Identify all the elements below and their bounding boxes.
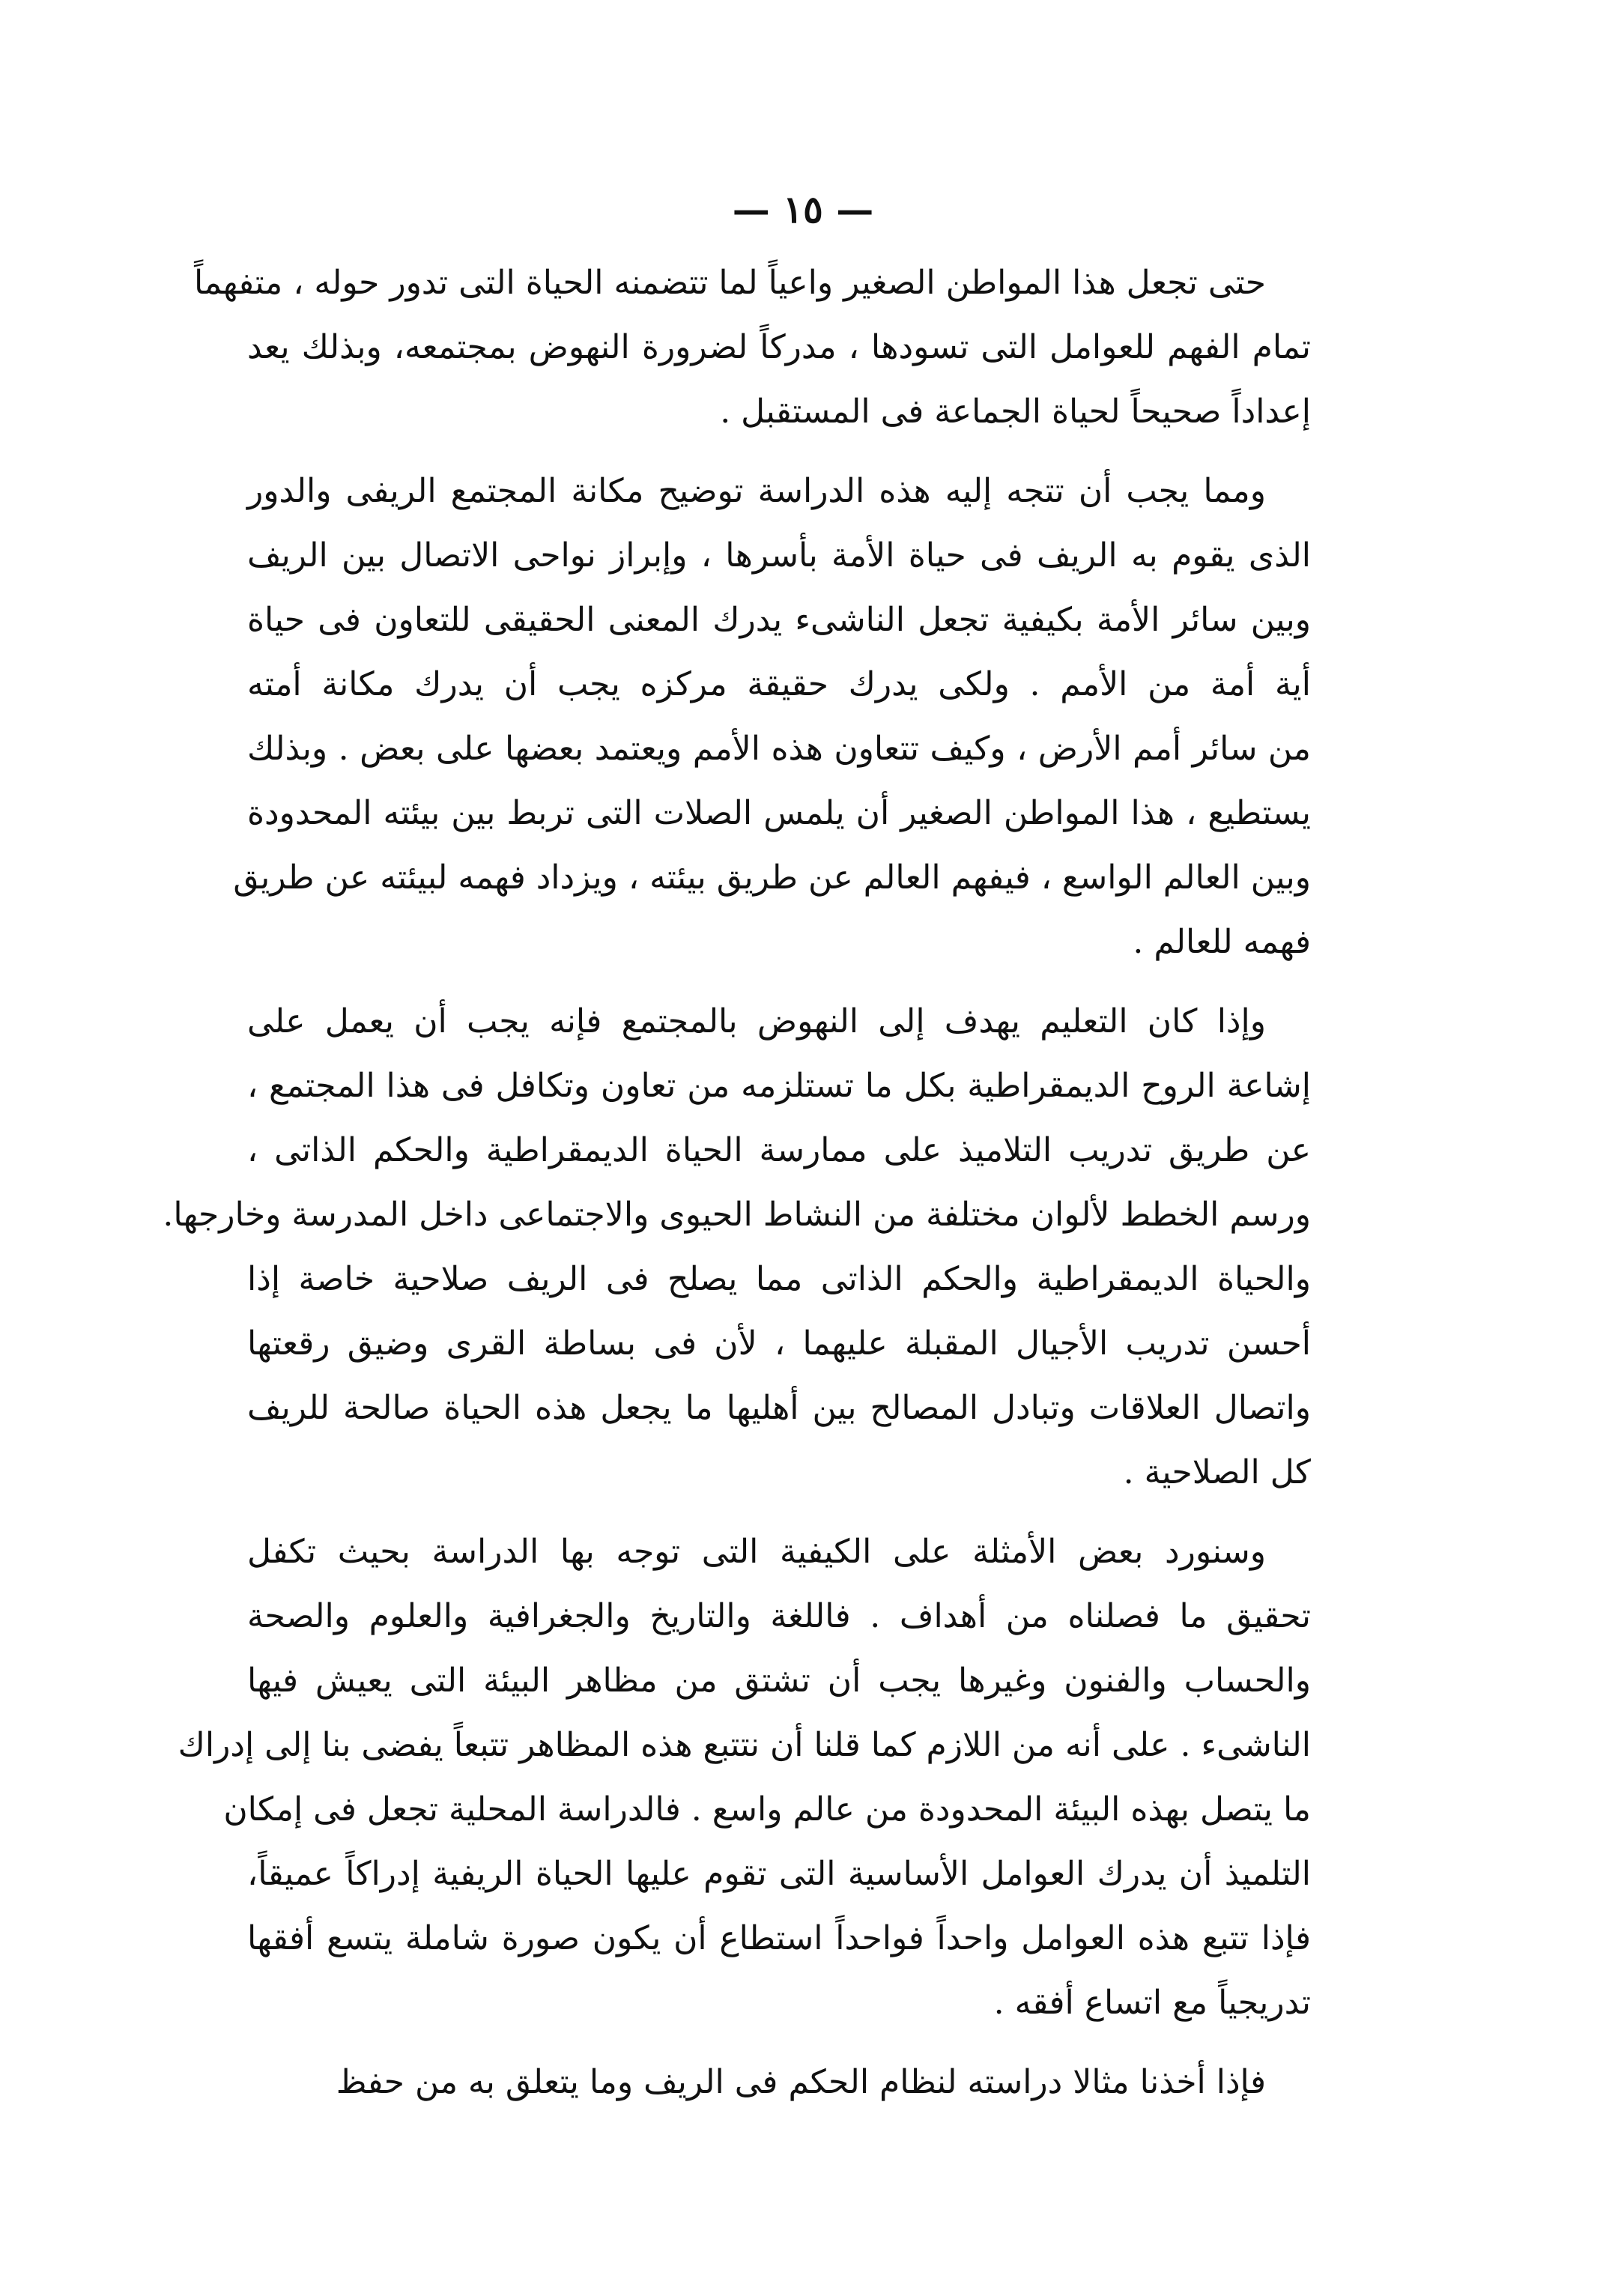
paragraph xyxy=(194,251,1311,444)
text-line: عن طريق تدريب التلاميذ على ممارسة الحياة الديمقراطية والحكم الذاتى ، xyxy=(247,1131,1311,1169)
text-line: تدريجياً مع اتساع أفقه . xyxy=(993,1984,1311,2022)
body-text xyxy=(163,251,1311,2130)
text-line: حتى تجعل هذا المواطن الصغير واعياً لما تتضمنه الحياة التى تدور حوله ، متفهماً xyxy=(194,264,1266,302)
text-line: تحقيق ما فصلناه من أهداف . فاللغة والتاريخ والجغرافية والعلوم والصحة xyxy=(247,1597,1311,1635)
text-line: ورسم الخطط لألوان مختلفة من النشاط الحيوى والاجتماعى داخل المدرسة وخارجها. xyxy=(163,1196,1311,1234)
text-line: فإذا أخذنا مثالا دراسته لنظام الحكم فى الريف وما يتعلق به من حفظ xyxy=(336,2063,1266,2101)
page-number: — ١٥ — xyxy=(732,187,874,231)
text-line: يستطيع ، هذا المواطن الصغير أن يلمس الصلات التى تربط بين بيئته المحدودة xyxy=(247,794,1311,832)
text-line: فهمه للعالم . xyxy=(1133,923,1311,961)
paragraph xyxy=(247,2050,1311,2115)
text-line: إشاعة الروح الديمقراطية بكل ما تستلزمه من تعاون وتكافل فى هذا المجتمع ، xyxy=(247,1067,1311,1105)
text-line: واتصال العلاقات وتبادل المصالح بين أهليها ما يجعل هذه الحياة صالحة للريف xyxy=(247,1389,1311,1427)
text-line: من سائر أمم الأرض ، وكيف تتعاون هذه الأمم ويعتمد بعضها على بعض . وبذلك xyxy=(247,730,1311,768)
text-line: ما يتصل بهذه البيئة المحدودة من عالم واسع . فالدراسة المحلية تجعل فى إمكان xyxy=(223,1790,1311,1829)
paragraph xyxy=(233,459,1311,975)
text-line: وبين سائر الأمة بكيفية تجعل الناشىء يدرك المعنى الحقيقى للتعاون فى حياة xyxy=(247,601,1311,639)
text-line: وبين العالم الواسع ، فيفهم العالم عن طريق بيئته ، ويزداد فهمه لبيئته عن طريق xyxy=(233,858,1311,897)
text-line: وإذا كان التعليم يهدف إلى النهوض بالمجتمع فإنه يجب أن يعمل على xyxy=(247,1002,1266,1041)
text-line: الناشىء . على أنه من اللازم كما قلنا أن نتتبع هذه المظاهر تتبعاً يفضى بنا إلى إدراك xyxy=(178,1726,1311,1764)
text-line: تمام الفهم للعوامل التى تسودها ، مدركاً لضرورة النهوض بمجتمعه، وبذلك يعد xyxy=(247,328,1311,366)
text-line: والحساب والفنون وغيرها يجب أن تشتق من مظاهر البيئة التى يعيش فيها xyxy=(247,1662,1311,1700)
text-line: والحياة الديمقراطية والحكم الذاتى مما يصلح فى الريف صلاحية خاصة إذا xyxy=(247,1260,1311,1298)
text-line: التلميذ أن يدرك العوامل الأساسية التى تقوم عليها الحياة الريفية إدراكاً عميقاً، xyxy=(247,1855,1311,1893)
text-line: إعداداً صحيحاً لحياة الجماعة فى المستقبل . xyxy=(720,393,1311,431)
text-line: الذى يقوم به الريف فى حياة الأمة بأسرها ، وإبراز نواحى الاتصال بين الريف xyxy=(247,536,1311,575)
text-line: فإذا تتبع هذه العوامل واحداً فواحداً استطاع أن يكون صورة شاملة يتسع أفقها xyxy=(247,1919,1311,1957)
paragraph xyxy=(178,1520,1311,2035)
text-line: كل الصلاحية . xyxy=(1123,1453,1311,1491)
text-line: أحسن تدريب الأجيال المقبلة عليهما ، لأن فى بساطة القرى وضيق رقعتها xyxy=(247,1324,1311,1363)
text-line: ومما يجب أن تتجه إليه هذه الدراسة توضيح مكانة المجتمع الريفى والدور xyxy=(247,472,1266,510)
text-line: وسنورد بعض الأمثلة على الكيفية التى توجه بها الدراسة بحيث تكفل xyxy=(247,1533,1266,1571)
paragraph xyxy=(163,990,1311,1505)
text-line: أية أمة من الأمم . ولكى يدرك حقيقة مركزه يجب أن يدرك مكانة أمته xyxy=(247,665,1311,703)
